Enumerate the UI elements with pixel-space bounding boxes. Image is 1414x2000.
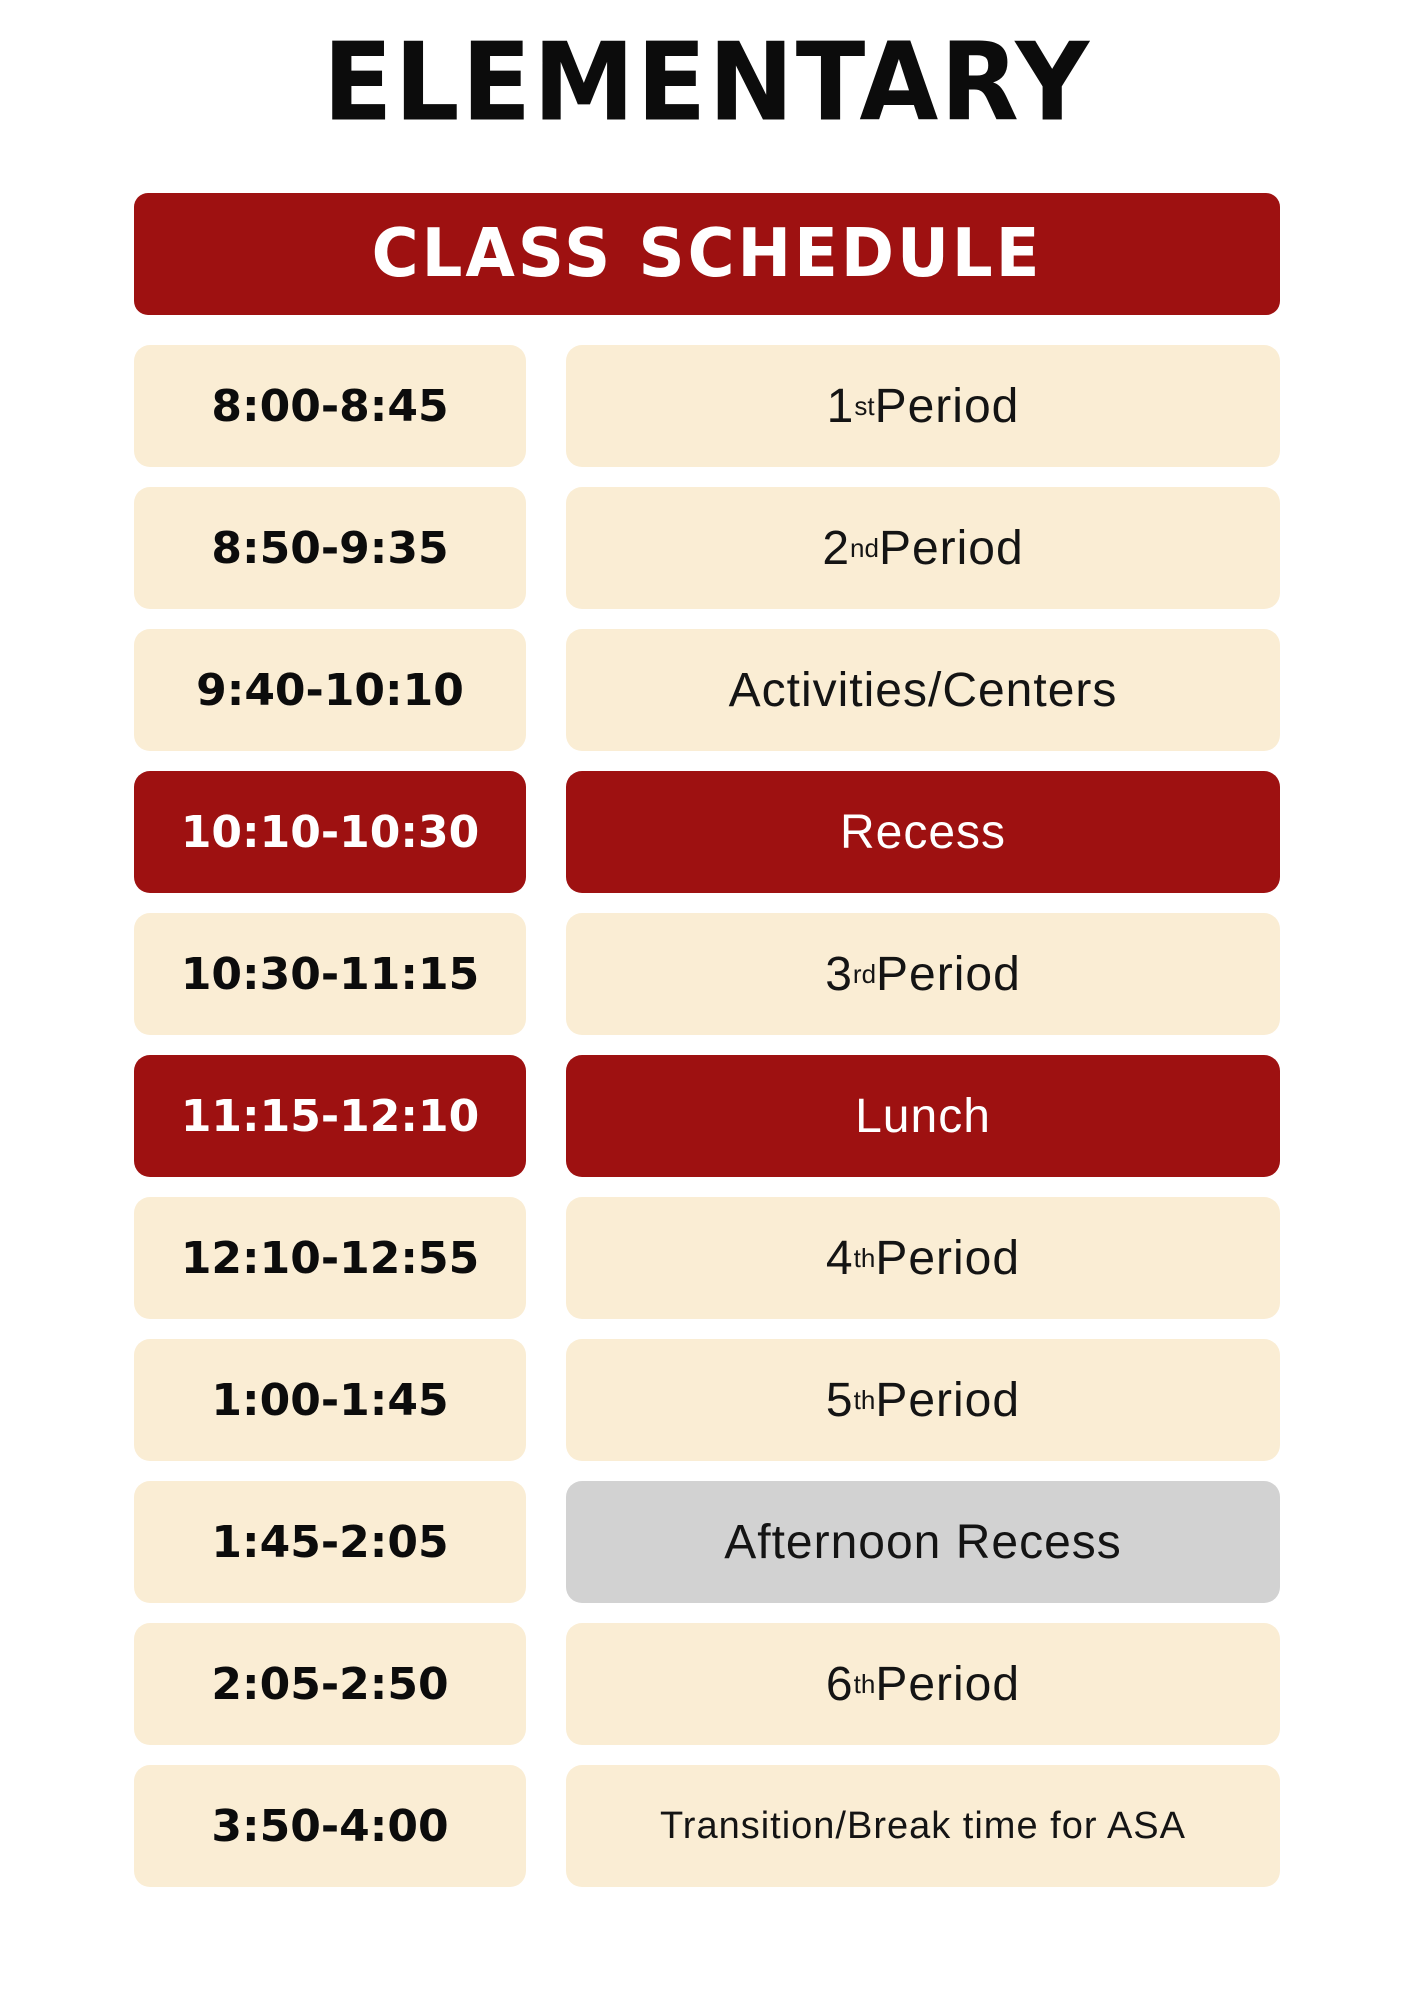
time-cell: 10:10-10:30: [134, 771, 526, 893]
subject-label-rest: Period: [878, 521, 1024, 575]
subject-label: Transition/Break time for ASA: [659, 1804, 1186, 1847]
subject-ordinal-suffix: rd: [852, 958, 877, 989]
subject-label-rest: Period: [874, 379, 1020, 433]
subject-cell: [566, 1623, 1280, 1745]
time-cell: 1:45-2:05: [134, 1481, 526, 1603]
subject-cell: [566, 487, 1280, 609]
subject-label: 2: [822, 521, 851, 575]
schedule-row: [134, 487, 1280, 609]
subject-cell: [566, 345, 1280, 467]
subject-label: Activities/Centers: [728, 663, 1118, 717]
time-cell: 11:15-12:10: [134, 1055, 526, 1177]
banner-title: CLASS SCHEDULE: [371, 215, 1043, 293]
subject-cell: [566, 1481, 1280, 1603]
subject-label: Afternoon Recess: [724, 1515, 1122, 1569]
schedule-row: [134, 345, 1280, 467]
schedule-row: [134, 1055, 1280, 1177]
subject-ordinal-suffix: st: [854, 390, 875, 421]
schedule-row: [134, 771, 1280, 893]
schedule-row: [134, 1481, 1280, 1603]
subject-label: 3: [825, 947, 853, 1001]
time-cell: 3:50-4:00: [134, 1765, 526, 1887]
subject-cell: [566, 913, 1280, 1035]
subject-label-rest: Period: [875, 1373, 1021, 1427]
subject-ordinal-suffix: th: [853, 1668, 876, 1699]
schedule-table: [134, 345, 1280, 1887]
subject-label: 5: [825, 1373, 854, 1427]
subject-label: 6: [825, 1657, 854, 1711]
schedule-row: [134, 1339, 1280, 1461]
subject-ordinal-suffix: th: [853, 1384, 876, 1415]
subject-label: Lunch: [855, 1089, 991, 1143]
subject-label: 4: [825, 1231, 854, 1285]
schedule-row: [134, 1765, 1280, 1887]
schedule-row: [134, 913, 1280, 1035]
time-cell: 9:40-10:10: [134, 629, 526, 751]
time-cell: 8:50-9:35: [134, 487, 526, 609]
subject-label: 1: [826, 379, 855, 433]
subject-ordinal-suffix: nd: [850, 532, 879, 563]
page-title: ELEMENTARY: [322, 19, 1092, 146]
schedule-row: [134, 1197, 1280, 1319]
subject-ordinal-suffix: th: [853, 1242, 876, 1273]
subject-cell: [566, 771, 1280, 893]
subject-label-rest: Period: [876, 947, 1021, 1001]
subject-cell: [566, 1339, 1280, 1461]
time-cell: 1:00-1:45: [134, 1339, 526, 1461]
schedule-row: [134, 629, 1280, 751]
subject-cell: [566, 1765, 1280, 1887]
schedule-row: [134, 1623, 1280, 1745]
time-cell: 12:10-12:55: [134, 1197, 526, 1319]
subject-cell: [566, 1055, 1280, 1177]
subject-label-rest: Period: [875, 1231, 1021, 1285]
subject-label-rest: Period: [875, 1657, 1021, 1711]
schedule-banner: [134, 193, 1280, 315]
subject-cell: [566, 629, 1280, 751]
subject-cell: [566, 1197, 1280, 1319]
time-cell: 2:05-2:50: [134, 1623, 526, 1745]
subject-label: Recess: [839, 805, 1007, 859]
time-cell: 8:00-8:45: [134, 345, 526, 467]
time-cell: 10:30-11:15: [134, 913, 526, 1035]
